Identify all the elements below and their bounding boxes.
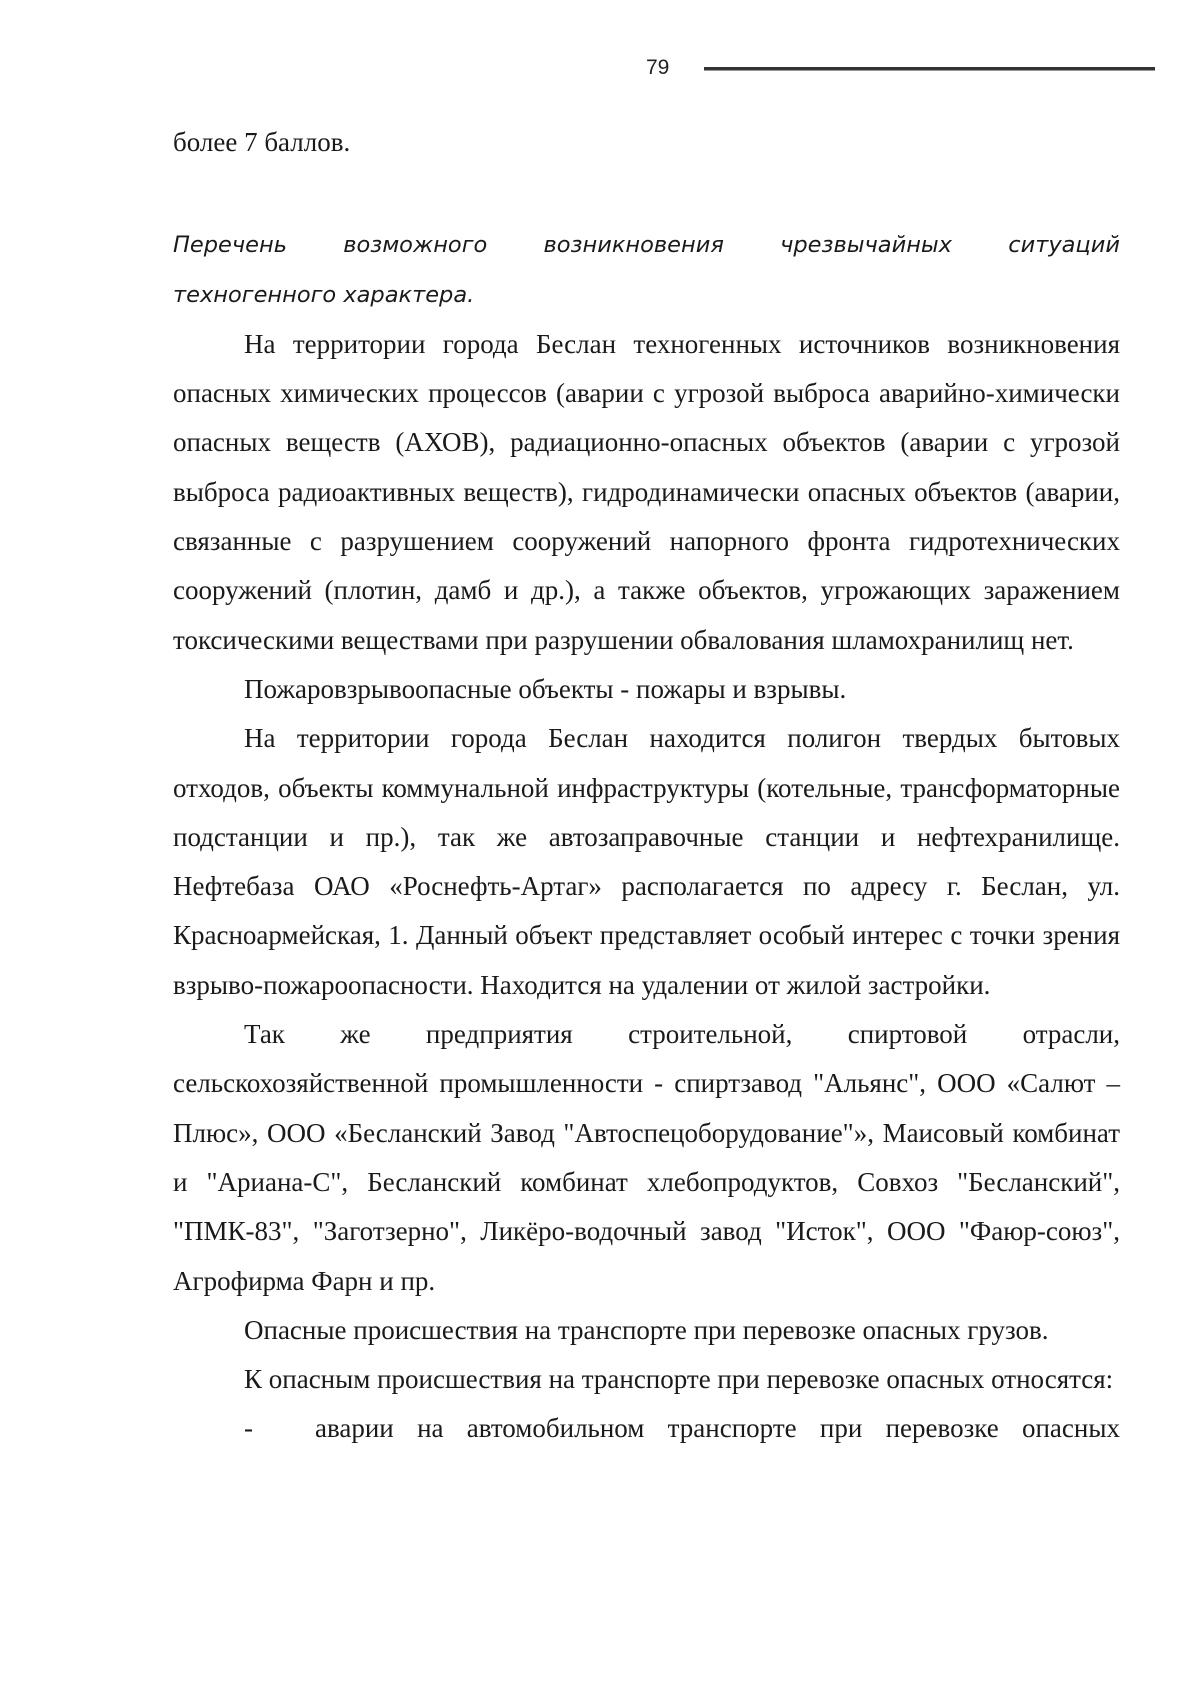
section-heading-line-1: Перечень возможного возникновения чрезвычайных ситуаций bbox=[173, 232, 1120, 259]
list-bullet: - bbox=[244, 1413, 253, 1444]
paragraph-transport-list-intro: К опасным происшествия на транспорте при перевозке опасных относятся: bbox=[244, 1364, 1114, 1395]
paragraph-enterprises: Так же предприятия строительной, спиртовой отрасли, сельскохозяйственной промышленности - спиртзавод "Альянс", ООО «Салют – Плюс», ООО «Бесланский Завод "Автоспецоборудование"», Маисовый комбинат и "Ариана-С", Бесланский комбинат хлебопродуктов, Совхоз "Бесланский", "ПМК-83", "Заготзерно", Ликёро-водочный завод "Исток", ООО "Фаюр-союз", Агрофирма Фарн и пр. bbox=[173, 1019, 1120, 1296]
document-body bbox=[173, 118, 1120, 1454]
section-heading bbox=[173, 221, 1120, 320]
paragraph-continuation: более 7 баллов. bbox=[173, 127, 351, 157]
paragraph-chemical-hazards: На территории города Беслан техногенных источников возникновения опасных химических процессов (аварии с угрозой выброса аварийно-химически опасных веществ (АХОВ), радиационно-опасных объектов (аварии с угрозой выброса радиоактивных веществ), гидродинамически опасных объектов (аварии, связанные с разрушением сооружений напорного фронта гидротехнических сооружений (плотин, дамб и др.), а также объектов, угрожающих заражением токсическими веществами при разрушении обвалования шламохранилищ нет. bbox=[173, 328, 1120, 655]
header-rule bbox=[704, 67, 1155, 71]
paragraph-landfill-oil-depot: На территории города Беслан находится полигон твердых бытовых отходов, объекты коммунальной инфраструктуры (котельные, трансформаторные подстанции и пр.), так же автозаправочные станции и нефтехранилище. Нефтебаза ОАО «Роснефть-Артаг» располагается по адресу г. Беслан, ул. Красноармейская, 1. Данный объект представляет особый интерес с точки зрения взрыво-пожароопасности. Находится на удалении от жилой застройки. bbox=[173, 723, 1120, 1000]
paragraph-transport-incidents: Опасные происшествия на транспорте при перевозке опасных грузов. bbox=[244, 1314, 1049, 1345]
page-number: 79 bbox=[646, 56, 670, 79]
section-heading-line-2: техногенного характера. bbox=[173, 281, 475, 308]
list-item bbox=[173, 1404, 1120, 1453]
paragraph-fire-explosion: Пожаровзрывоопасные объекты - пожары и взрывы. bbox=[244, 673, 847, 704]
list-item-text: аварии на автомобильном транспорте при перевозке опасных bbox=[315, 1413, 1120, 1444]
